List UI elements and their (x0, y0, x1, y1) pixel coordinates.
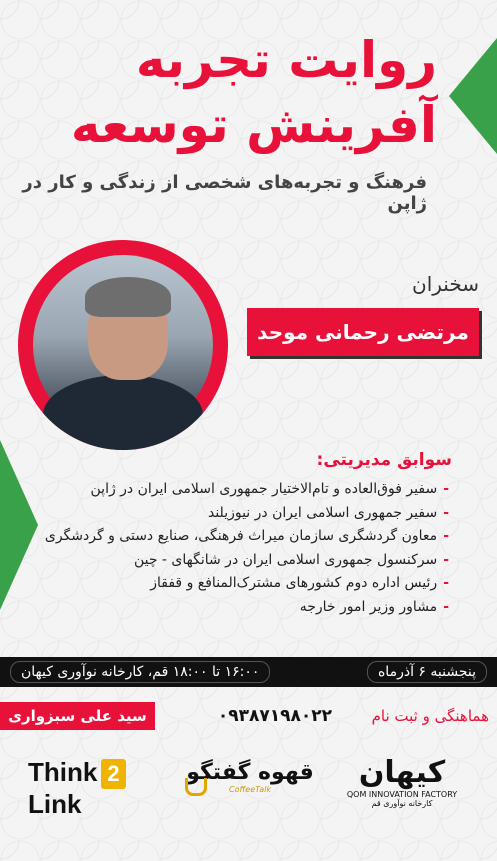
coffee-talk-text: قهوه گفتگو (186, 760, 314, 785)
event-date: پنجشنبه ۶ آذرماه (367, 661, 487, 683)
speaker-photo (18, 240, 228, 450)
registration-contact-name: سید علی سبزواری (0, 702, 155, 730)
link-text: Link (28, 789, 82, 819)
coffee-cup-icon (185, 778, 207, 796)
records-title: سوابق مدیریتی: (316, 450, 452, 470)
speaker-suit (43, 375, 203, 450)
bullet-dash: - (443, 575, 449, 591)
bullet-dash: - (443, 481, 449, 497)
registration-bar (0, 702, 497, 730)
think-text: Think (28, 757, 98, 787)
event-info-bar (0, 657, 497, 687)
list-item: - سفیر جمهوری اسلامی ایران در نیوزیلند (29, 502, 449, 526)
title-line-2: آفرینش توسعه (70, 96, 437, 154)
registration-phone[interactable]: ۰۹۳۸۷۱۹۸۰۲۲ (217, 706, 332, 726)
list-item: - معاون گردشگری سازمان میراث فرهنگی، صنایع دستی و گردشگری (29, 525, 449, 549)
list-item: - سرکنسول جمهوری اسلامی ایران در شانگهای - چین (29, 549, 449, 573)
speaker-hair (85, 277, 171, 317)
keyhan-logo-text: کیهان (358, 755, 446, 790)
bullet-dash: - (443, 504, 449, 521)
title-line-1: روایت تجربه (135, 31, 437, 89)
speaker-label: سخنران (412, 272, 479, 296)
list-item: - رئیس اداره دوم کشورهای مشترک‌المنافع و قفقاز (29, 572, 449, 596)
photo-background (33, 255, 213, 435)
registration-label: هماهنگی و ثبت نام (371, 707, 489, 725)
keyhan-logo (327, 755, 477, 830)
speaker-name: مرتضی رحمانی موحد (257, 320, 469, 344)
keyhan-logo-fa: کارخانه نوآوری قم (371, 799, 433, 808)
think-number-badge: 2 (101, 759, 125, 789)
think2link-logo (28, 757, 143, 827)
subtitle: فرهنگ و تجربه‌های شخصی از زندگی و کار در ژاپن (22, 172, 427, 214)
list-item: - سفیر فوق‌العاده و تام‌الاختیار جمهوری اسلامی ایران در ژاپن (29, 478, 449, 502)
records-list (29, 478, 449, 619)
bullet-dash: - (443, 528, 449, 544)
green-triangle-decoration (449, 38, 497, 154)
bullet-dash: - (443, 551, 449, 568)
list-item: - مشاور وزیر امور خارجه (29, 596, 449, 620)
speaker-name-badge (247, 308, 479, 356)
coffee-talk-en: CoffeeTalk (229, 785, 271, 794)
bullet-dash: - (443, 598, 449, 615)
event-time-place: ۱۶:۰۰ تا ۱۸:۰۰ قم، کارخانه نوآوری کیهان (10, 661, 270, 683)
coffee-talk-logo (180, 760, 320, 820)
keyhan-logo-en: QOM INNOVATION FACTORY (346, 790, 458, 799)
